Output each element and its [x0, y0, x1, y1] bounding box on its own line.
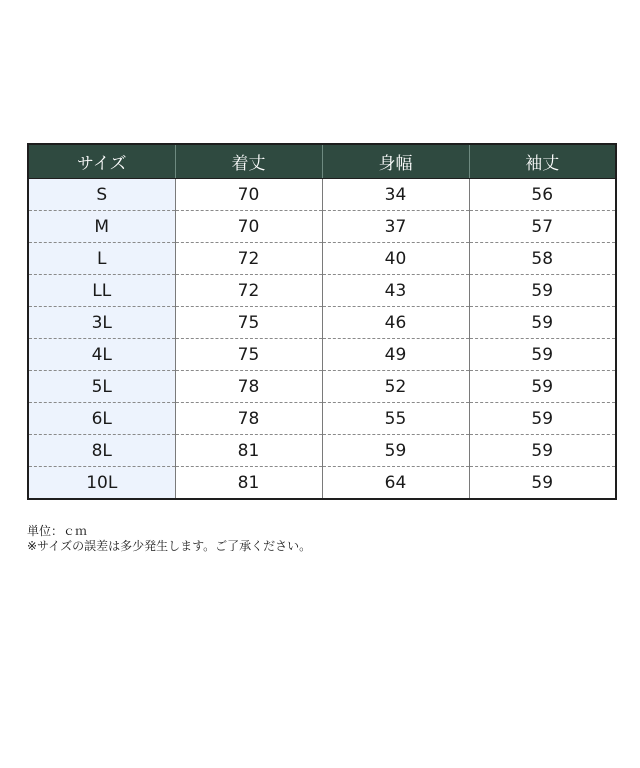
width-cell: 34	[322, 179, 469, 211]
header-length: 着丈	[175, 144, 322, 179]
width-cell: 37	[322, 211, 469, 243]
size-cell: 3L	[28, 307, 175, 339]
table-row	[28, 179, 616, 211]
table-row	[28, 211, 616, 243]
sleeve-cell: 59	[469, 403, 616, 435]
length-cell: 70	[175, 179, 322, 211]
size-cell: M	[28, 211, 175, 243]
width-cell: 52	[322, 371, 469, 403]
length-cell: 75	[175, 339, 322, 371]
table-row	[28, 371, 616, 403]
length-cell: 81	[175, 435, 322, 467]
disclaimer-note: ※サイズの誤差は多少発生します。ご了承ください。	[27, 539, 312, 553]
size-cell: 4L	[28, 339, 175, 371]
sleeve-cell: 56	[469, 179, 616, 211]
notes	[27, 524, 311, 554]
size-cell: S	[28, 179, 175, 211]
length-cell: 75	[175, 307, 322, 339]
width-cell: 46	[322, 307, 469, 339]
sleeve-cell: 57	[469, 211, 616, 243]
size-cell: 5L	[28, 371, 175, 403]
width-cell: 55	[322, 403, 469, 435]
table-row	[28, 243, 616, 275]
size-cell: 10L	[28, 467, 175, 500]
width-cell: 64	[322, 467, 469, 500]
size-cell: L	[28, 243, 175, 275]
width-cell: 43	[322, 275, 469, 307]
width-cell: 49	[322, 339, 469, 371]
sleeve-cell: 59	[469, 307, 616, 339]
table-row	[28, 467, 616, 500]
sleeve-cell: 59	[469, 339, 616, 371]
sleeve-cell: 59	[469, 467, 616, 500]
size-chart-table	[27, 143, 617, 500]
width-cell: 40	[322, 243, 469, 275]
length-cell: 70	[175, 211, 322, 243]
unit-note: 単位：ｃｍ	[27, 524, 88, 538]
length-cell: 81	[175, 467, 322, 500]
length-cell: 72	[175, 275, 322, 307]
table-header-row	[28, 144, 616, 179]
table-row	[28, 403, 616, 435]
header-sleeve: 袖丈	[469, 144, 616, 179]
size-cell: 8L	[28, 435, 175, 467]
sleeve-cell: 59	[469, 371, 616, 403]
table-row	[28, 339, 616, 371]
size-cell: LL	[28, 275, 175, 307]
table-row	[28, 435, 616, 467]
sleeve-cell: 59	[469, 435, 616, 467]
length-cell: 72	[175, 243, 322, 275]
table-row	[28, 275, 616, 307]
header-size: サイズ	[28, 144, 175, 179]
table-row	[28, 307, 616, 339]
length-cell: 78	[175, 403, 322, 435]
sleeve-cell: 59	[469, 275, 616, 307]
header-width: 身幅	[322, 144, 469, 179]
length-cell: 78	[175, 371, 322, 403]
width-cell: 59	[322, 435, 469, 467]
sleeve-cell: 58	[469, 243, 616, 275]
size-cell: 6L	[28, 403, 175, 435]
